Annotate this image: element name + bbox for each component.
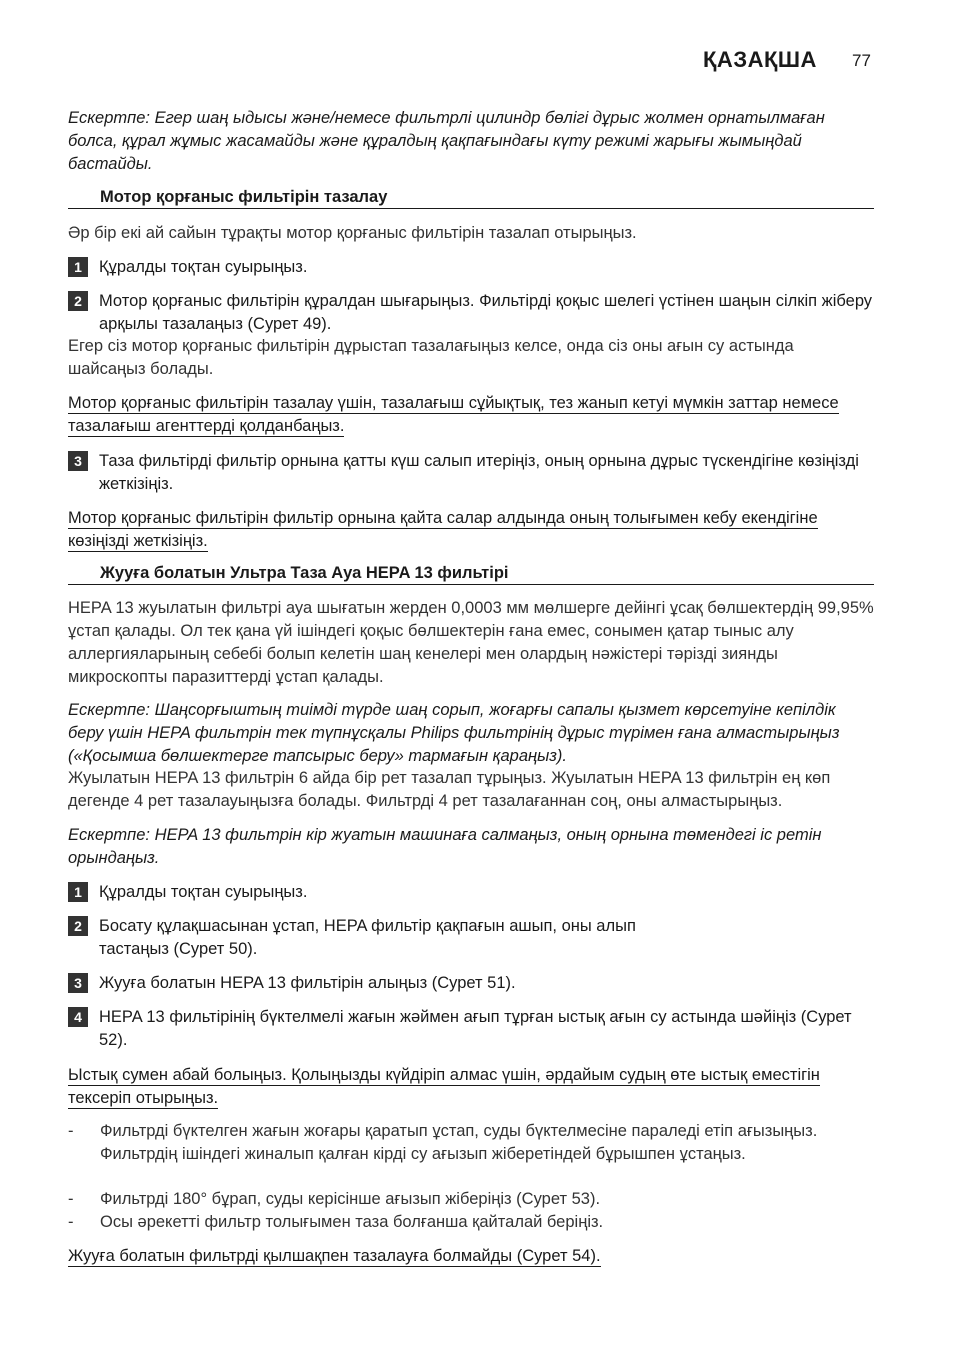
warning-text: Мотор қорғаныс фильтірін тазалау үшін, тазалағыш сұйықтық, тез жанып кетуі мүмкін заттар немесе тазалағыш агенттерді қолданбаңыз. <box>68 394 839 435</box>
warning-text: Мотор қорғаныс фильтірін фильтір орнына қайта салар алдында оның толығымен кебу екендігіне көзіңізді жеткізіңіз. <box>68 509 818 550</box>
hepa-step-3 <box>68 972 874 995</box>
step-text: Мотор қорғаныс фильтірін құралдан шығарыңыз. Фильтірді қоқыс шелегі үстінен шаңын сілкіп жіберу арқылы тазалаңыз (Сурет 49). <box>99 292 873 333</box>
bullet-text: Осы әрекетті фильтр толығымен таза болғанша қайталай беріңіз. <box>100 1213 604 1231</box>
hepa-note-2: Ескертпе: HEPA 13 фильтрін кір жуатын машинаға салмаңыз, оның орнына төмендегі іс ретін орындаңыз. <box>68 826 822 867</box>
section-heading-text: Мотор қорғаныс фильтірін тазалау <box>100 188 388 206</box>
step-text: Жууға болатын HEPA 13 фильтірін алыңыз (Сурет 51). <box>99 974 516 992</box>
motor-step-1 <box>68 256 874 279</box>
motor-step-2-note: Егер сіз мотор қорғаныс фильтірін дұрыстап тазалағыңыз келсе, онда сіз оны ағын су астында шайсаңыз болады. <box>68 337 794 378</box>
hepa-step-2 <box>68 915 708 961</box>
language-header: ҚАЗАҚША <box>703 47 817 72</box>
step-text: Босату құлақшасынан ұстап, HEPA фильтір қақпағын ашып, оны алып тастаңыз (Сурет 50). <box>99 917 636 958</box>
step-number: 3 <box>68 451 88 471</box>
bullet-text: Фильтрді бүктелген жағын жоғары қаратып ұстап, суды бүктелмесіне параледі етіп ағызыңыз. Фильтрдің ішіндегі жиналып қалған кірді су ағызып жіберетіндей бұрышпен ұстаңыз. <box>100 1122 818 1163</box>
bullet-marker: - <box>68 1190 74 1208</box>
step-number: 3 <box>68 973 88 993</box>
hepa-warning-1 <box>68 1064 848 1110</box>
hepa-intro: HEPA 13 жуылатын фильтрі ауа шығатын жерден 0,0003 мм мөлшерге дейінгі ұсақ бөлшектердің 99,95% ұстап қалады. Ол тек қана үй ішіндегі қоқыс бөлшектерін ғана емес, сонымен қатар тыныс алу аллергияларының себебі болып келетін шаң кенелері мен олардың нәжістері тәрізді зиянды микроскопты паразиттерді ұстап қалады. <box>68 599 874 686</box>
hepa-bullet-2 <box>68 1188 874 1211</box>
motor-step-3 <box>68 450 874 496</box>
hepa-step-1 <box>68 881 874 904</box>
section-heading-text: Жууға болатын Ультра Таза Ауа HEPA 13 фильтірі <box>100 564 509 582</box>
step-text: Таза фильтірді фильтір орнына қатты күш салып итеріңіз, оның орнына дұрыс түскендігіне көзіңізді жеткізіңіз. <box>99 452 859 493</box>
bullet-marker: - <box>68 1213 74 1231</box>
step-text: Құралды тоқтан суырыңыз. <box>99 883 308 901</box>
section-heading-hepa-filter <box>68 562 874 585</box>
step-number: 2 <box>68 916 88 936</box>
step-number: 1 <box>68 257 88 277</box>
warning-text: Ыстық сумен абай болыңыз. Қолыңызды күйдіріп алмас үшін, әрдайым судың өте ыстық еместігін тексеріп отырыңыз. <box>68 1066 820 1107</box>
step-number: 1 <box>68 882 88 902</box>
motor-warning-2 <box>68 507 838 553</box>
step-number: 2 <box>68 291 88 311</box>
section-heading-motor-filter <box>68 186 874 209</box>
hepa-bullet-3 <box>68 1211 874 1234</box>
step-text: Құралды тоқтан суырыңыз. <box>99 258 308 276</box>
hepa-note-1: Ескертпе: Шаңсорғыштың тиімді түрде шаң сорып, жоғарғы сапалы қызмет көрсетуіне кепілдік беру үшін HEPA фильтрін тек түпнұсқалы Philips фильтрінің дұрыс түрімен ғана алмастырыңыз («Қосымша бөлшектерге тапсырыс беру» тармағын қараңыз). <box>68 701 840 765</box>
motor-step-2 <box>68 290 874 336</box>
intro-note: Ескертпе: Егер шаң ыдысы және/немесе фильтрлі цилиндр бөлігі дұрыс жолмен орнатылмаған болса, құрал жұмыс жасамайды және құралдың қақпағындағы күту режимі жарығы жымыңдай бастайды. <box>68 109 825 173</box>
hepa-warning-2 <box>68 1245 874 1268</box>
hepa-bullet-1 <box>68 1120 874 1166</box>
bullet-text: Фильтрді 180° бұрап, суды керісінше ағызып жіберіңіз (Сурет 53). <box>100 1190 601 1208</box>
hepa-step-4 <box>68 1006 874 1052</box>
step-text: HEPA 13 фильтірінің бүктелмелі жағын жәймен ағып тұрған ыстық ағын су астында шәйіңіз (Сурет 52). <box>99 1008 852 1049</box>
step-number: 4 <box>68 1007 88 1027</box>
motor-warning-1 <box>68 392 874 438</box>
page-number: 77 <box>852 51 871 70</box>
motor-filter-intro: Әр бір екі ай сайын тұрақты мотор қорғаныс фильтірін тазалап отырыңыз. <box>68 224 637 242</box>
bullet-marker: - <box>68 1122 74 1140</box>
hepa-maintenance: Жуылатын HEPA 13 фильтрін 6 айда бір рет тазалап тұрыңыз. Жуылатын HEPA 13 фильтрін ең көп дегенде 4 рет тазалауыңызға болады. Фильтрді 4 рет тазалағаннан соң, оны алмастырыңыз. <box>68 769 831 810</box>
warning-text: Жууға болатын фильтрді қылшақпен тазалауға болмайды (Сурет 54). <box>68 1247 601 1265</box>
